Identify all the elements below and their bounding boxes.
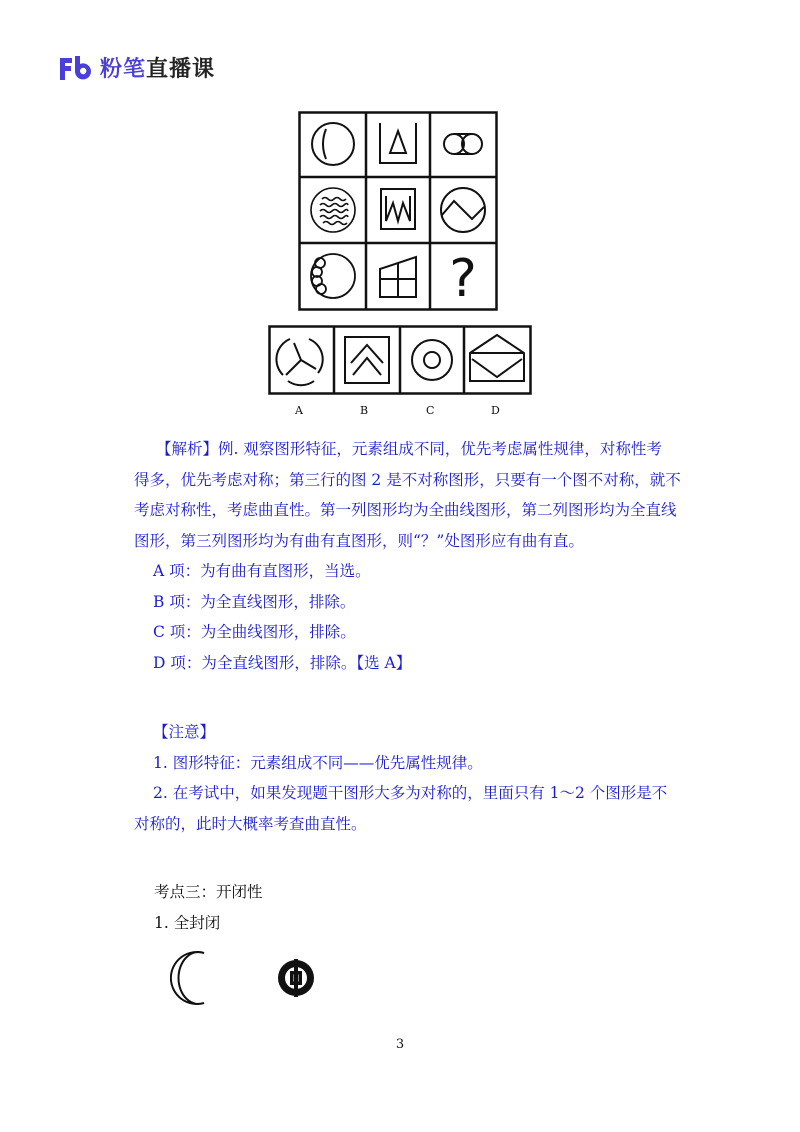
logo-text xyxy=(100,52,215,83)
product-name: 直播课 xyxy=(146,57,216,82)
note-title: 【注意】 xyxy=(153,723,216,741)
cell-1-3-two-circles xyxy=(444,134,482,154)
section-heading: 考点三：开闭性 xyxy=(154,883,263,901)
analysis-line: 【解析】例. 观察图形特征，元素组成不同，优先考虑属性规律，对称性考 xyxy=(156,440,662,458)
page-number: 3 xyxy=(395,1037,405,1052)
analysis-line: 得多，优先考虑对称；第三行的图 2 是不对称图形，只要有一个图不对称，就不 xyxy=(134,470,681,489)
option-c-shape xyxy=(412,340,452,380)
option-b-shape xyxy=(345,337,389,383)
option-a-shape xyxy=(276,339,322,385)
option-label-b: B xyxy=(360,404,369,417)
cell-3-1-bead-circle xyxy=(311,254,355,298)
puzzle-grid xyxy=(298,111,498,311)
analysis-item-c: C 项：为全曲线图形，排除。 xyxy=(153,623,356,641)
cell-2-2-w-square xyxy=(381,189,415,229)
section-subheading: 1. 全封闭 xyxy=(154,914,221,932)
option-label-d: D xyxy=(491,404,500,417)
cell-1-2-triangle-box xyxy=(380,123,416,163)
analysis-item-d: D 项：为全直线图形，排除。【选 A】 xyxy=(153,653,412,672)
options-row xyxy=(268,325,532,395)
coin-logo-shape xyxy=(278,959,314,997)
option-label-c: C xyxy=(426,404,435,417)
note-item: 1. 图形特征：元素组成不同——优先属性规律。 xyxy=(153,753,483,772)
cell-2-3-zigzag-circle xyxy=(441,188,485,232)
note-block xyxy=(136,717,696,839)
analysis-item-b: B 项：为全直线图形，排除。 xyxy=(153,592,356,611)
option-d-shape xyxy=(470,335,524,381)
brand-name: 粉笔 xyxy=(100,57,147,82)
cell-3-2-window-shape xyxy=(380,257,416,297)
analysis-line: 图形，第三列图形均为有曲有直图形，则“？”处图形应有曲有直。 xyxy=(134,531,584,550)
note-item: 对称的，此时大概率考查曲直性。 xyxy=(134,814,367,833)
analysis-block xyxy=(136,434,696,678)
analysis-item-a: A 项：为有曲有直图形，当选。 xyxy=(153,562,371,580)
note-item: 2. 在考试中，如果发现题干图形大多为对称的，里面只有 1～2 个图形是不 xyxy=(153,784,668,802)
cell-2-1-wavy-circle xyxy=(311,188,355,232)
analysis-line: 考虑对称性，考虑曲直性。第一列图形均为全曲线图形，第二列图形均为全直线 xyxy=(134,501,677,519)
fb-logo-icon xyxy=(58,54,94,82)
question-mark: ? xyxy=(449,249,477,309)
brand-logo xyxy=(58,52,215,83)
cell-1-1-circle-arc xyxy=(312,123,354,165)
option-label-a: A xyxy=(295,404,303,417)
crescent-shape xyxy=(171,952,204,1004)
closed-shapes-figure xyxy=(170,945,330,1010)
